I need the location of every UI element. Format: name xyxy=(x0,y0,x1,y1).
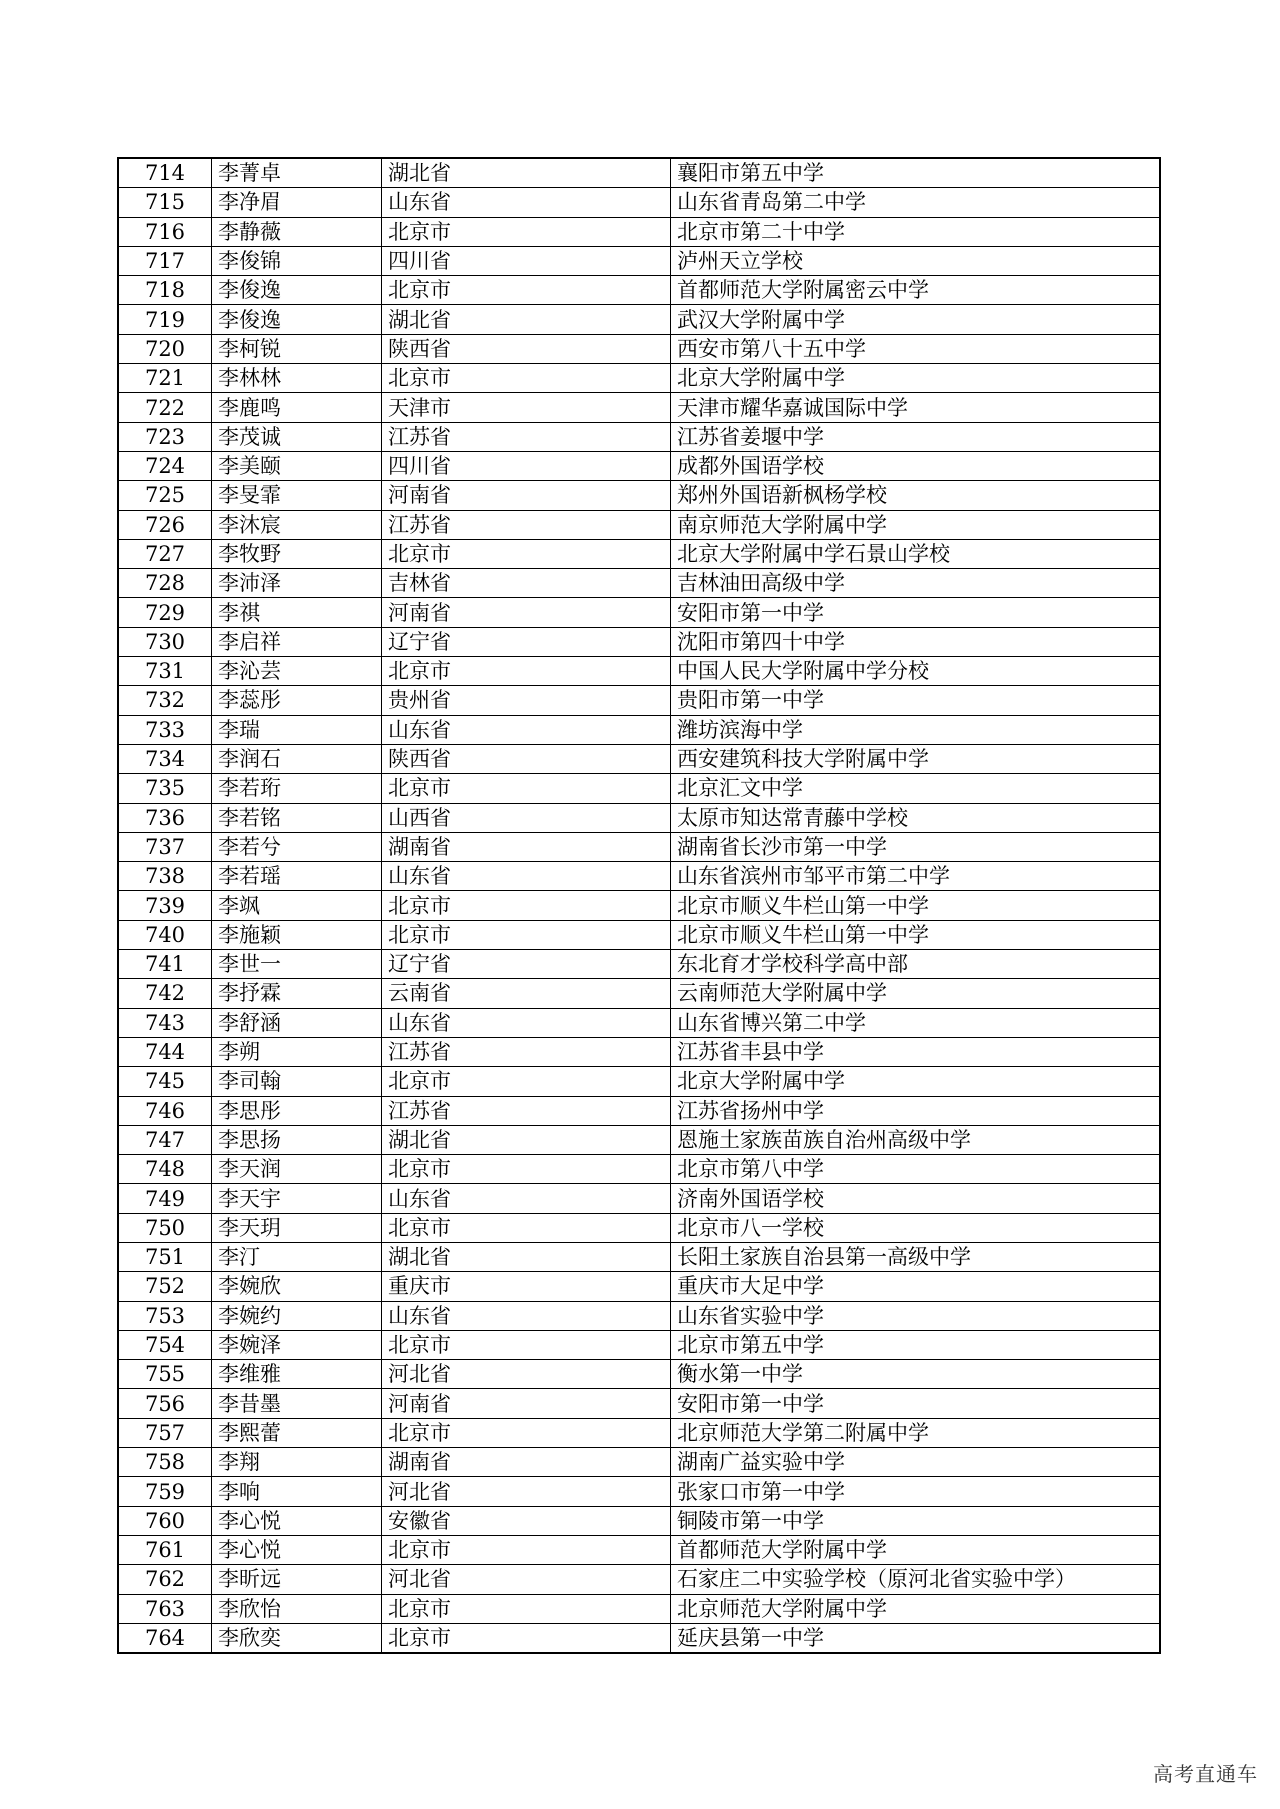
table-row xyxy=(118,832,1160,861)
row-number-cell: 718 xyxy=(118,276,212,305)
row-number-cell: 733 xyxy=(118,715,212,744)
row-number-cell: 719 xyxy=(118,305,212,334)
province-cell: 湖北省 xyxy=(382,158,671,188)
school-cell: 首都师范大学附属中学 xyxy=(671,1535,1161,1564)
table-row xyxy=(118,510,1160,539)
row-number-cell: 734 xyxy=(118,744,212,773)
province-cell: 北京市 xyxy=(382,276,671,305)
school-cell: 吉林油田高级中学 xyxy=(671,569,1161,598)
school-cell: 北京大学附属中学 xyxy=(671,364,1161,393)
province-cell: 吉林省 xyxy=(382,569,671,598)
school-cell: 重庆市大足中学 xyxy=(671,1272,1161,1301)
table-row xyxy=(118,862,1160,891)
row-number-cell: 764 xyxy=(118,1623,212,1653)
row-number-cell: 715 xyxy=(118,188,212,217)
province-cell: 贵州省 xyxy=(382,686,671,715)
row-number-cell: 762 xyxy=(118,1565,212,1594)
row-number-cell: 742 xyxy=(118,979,212,1008)
row-number-cell: 736 xyxy=(118,803,212,832)
province-cell: 山东省 xyxy=(382,1184,671,1213)
province-cell: 北京市 xyxy=(382,1623,671,1653)
school-cell: 张家口市第一中学 xyxy=(671,1477,1161,1506)
name-cell: 李若铭 xyxy=(212,803,382,832)
table-row xyxy=(118,1535,1160,1564)
row-number-cell: 763 xyxy=(118,1594,212,1623)
school-cell: 襄阳市第五中学 xyxy=(671,158,1161,188)
school-cell: 延庆县第一中学 xyxy=(671,1623,1161,1653)
name-cell: 李天玥 xyxy=(212,1213,382,1242)
name-cell: 李沐宸 xyxy=(212,510,382,539)
table-row xyxy=(118,598,1160,627)
name-cell: 李静薇 xyxy=(212,217,382,246)
row-number-cell: 757 xyxy=(118,1418,212,1447)
province-cell: 北京市 xyxy=(382,920,671,949)
province-cell: 北京市 xyxy=(382,1155,671,1184)
table-row xyxy=(118,188,1160,217)
table-row xyxy=(118,246,1160,275)
row-number-cell: 751 xyxy=(118,1242,212,1271)
province-cell: 重庆市 xyxy=(382,1272,671,1301)
province-cell: 北京市 xyxy=(382,1067,671,1096)
table-row xyxy=(118,1037,1160,1066)
province-cell: 湖南省 xyxy=(382,832,671,861)
name-cell: 李欣怡 xyxy=(212,1594,382,1623)
province-cell: 陕西省 xyxy=(382,334,671,363)
school-cell: 安阳市第一中学 xyxy=(671,1389,1161,1418)
province-cell: 河南省 xyxy=(382,598,671,627)
school-cell: 安阳市第一中学 xyxy=(671,598,1161,627)
row-number-cell: 721 xyxy=(118,364,212,393)
table-row xyxy=(118,803,1160,832)
row-number-cell: 744 xyxy=(118,1037,212,1066)
name-cell: 李俊逸 xyxy=(212,305,382,334)
name-cell: 李抒霖 xyxy=(212,979,382,1008)
table-row xyxy=(118,657,1160,686)
school-cell: 山东省滨州市邹平市第二中学 xyxy=(671,862,1161,891)
name-cell: 李柯锐 xyxy=(212,334,382,363)
table-row xyxy=(118,1008,1160,1037)
table-row xyxy=(118,539,1160,568)
table-row xyxy=(118,1360,1160,1389)
table-row xyxy=(118,364,1160,393)
roster-table-body xyxy=(118,158,1160,1653)
province-cell: 江苏省 xyxy=(382,510,671,539)
school-cell: 湖南广益实验中学 xyxy=(671,1448,1161,1477)
row-number-cell: 741 xyxy=(118,950,212,979)
school-cell: 天津市耀华嘉诚国际中学 xyxy=(671,393,1161,422)
school-cell: 长阳土家族自治县第一高级中学 xyxy=(671,1242,1161,1271)
name-cell: 李天润 xyxy=(212,1155,382,1184)
row-number-cell: 747 xyxy=(118,1125,212,1154)
school-cell: 成都外国语学校 xyxy=(671,451,1161,480)
table-row xyxy=(118,1623,1160,1653)
school-cell: 石家庄二中实验学校（原河北省实验中学） xyxy=(671,1565,1161,1594)
table-row xyxy=(118,979,1160,1008)
school-cell: 潍坊滨海中学 xyxy=(671,715,1161,744)
province-cell: 山东省 xyxy=(382,862,671,891)
province-cell: 江苏省 xyxy=(382,422,671,451)
province-cell: 河北省 xyxy=(382,1360,671,1389)
name-cell: 李心悦 xyxy=(212,1535,382,1564)
school-cell: 铜陵市第一中学 xyxy=(671,1506,1161,1535)
name-cell: 李心悦 xyxy=(212,1506,382,1535)
province-cell: 山东省 xyxy=(382,715,671,744)
name-cell: 李若珩 xyxy=(212,774,382,803)
row-number-cell: 724 xyxy=(118,451,212,480)
province-cell: 江苏省 xyxy=(382,1096,671,1125)
province-cell: 湖南省 xyxy=(382,1448,671,1477)
name-cell: 李翔 xyxy=(212,1448,382,1477)
province-cell: 北京市 xyxy=(382,364,671,393)
name-cell: 李昕远 xyxy=(212,1565,382,1594)
school-cell: 山东省博兴第二中学 xyxy=(671,1008,1161,1037)
province-cell: 天津市 xyxy=(382,393,671,422)
name-cell: 李婉约 xyxy=(212,1301,382,1330)
row-number-cell: 759 xyxy=(118,1477,212,1506)
table-row xyxy=(118,1125,1160,1154)
province-cell: 山东省 xyxy=(382,1008,671,1037)
table-row xyxy=(118,1448,1160,1477)
table-row xyxy=(118,1067,1160,1096)
table-row xyxy=(118,686,1160,715)
province-cell: 湖北省 xyxy=(382,1125,671,1154)
province-cell: 河北省 xyxy=(382,1565,671,1594)
province-cell: 湖北省 xyxy=(382,1242,671,1271)
table-row xyxy=(118,569,1160,598)
table-row xyxy=(118,1389,1160,1418)
name-cell: 李响 xyxy=(212,1477,382,1506)
school-cell: 北京大学附属中学石景山学校 xyxy=(671,539,1161,568)
table-row xyxy=(118,950,1160,979)
table-row xyxy=(118,1213,1160,1242)
roster-table xyxy=(117,157,1161,1654)
province-cell: 河南省 xyxy=(382,481,671,510)
school-cell: 山东省青岛第二中学 xyxy=(671,188,1161,217)
name-cell: 李俊逸 xyxy=(212,276,382,305)
province-cell: 北京市 xyxy=(382,774,671,803)
school-cell: 贵阳市第一中学 xyxy=(671,686,1161,715)
row-number-cell: 720 xyxy=(118,334,212,363)
table-row xyxy=(118,1594,1160,1623)
province-cell: 北京市 xyxy=(382,1213,671,1242)
row-number-cell: 726 xyxy=(118,510,212,539)
province-cell: 江苏省 xyxy=(382,1037,671,1066)
table-row xyxy=(118,1242,1160,1271)
row-number-cell: 732 xyxy=(118,686,212,715)
school-cell: 济南外国语学校 xyxy=(671,1184,1161,1213)
table-row xyxy=(118,158,1160,188)
table-row xyxy=(118,481,1160,510)
school-cell: 江苏省丰县中学 xyxy=(671,1037,1161,1066)
province-cell: 云南省 xyxy=(382,979,671,1008)
school-cell: 东北育才学校科学高中部 xyxy=(671,950,1161,979)
school-cell: 泸州天立学校 xyxy=(671,246,1161,275)
name-cell: 李司翰 xyxy=(212,1067,382,1096)
table-row xyxy=(118,1477,1160,1506)
province-cell: 四川省 xyxy=(382,451,671,480)
school-cell: 恩施土家族苗族自治州高级中学 xyxy=(671,1125,1161,1154)
row-number-cell: 761 xyxy=(118,1535,212,1564)
school-cell: 北京市顺义牛栏山第一中学 xyxy=(671,891,1161,920)
name-cell: 李菁卓 xyxy=(212,158,382,188)
table-row xyxy=(118,393,1160,422)
name-cell: 李飒 xyxy=(212,891,382,920)
school-cell: 武汉大学附属中学 xyxy=(671,305,1161,334)
name-cell: 李昔墨 xyxy=(212,1389,382,1418)
table-row xyxy=(118,334,1160,363)
row-number-cell: 746 xyxy=(118,1096,212,1125)
row-number-cell: 739 xyxy=(118,891,212,920)
name-cell: 李婉欣 xyxy=(212,1272,382,1301)
school-cell: 北京市八一学校 xyxy=(671,1213,1161,1242)
row-number-cell: 731 xyxy=(118,657,212,686)
row-number-cell: 760 xyxy=(118,1506,212,1535)
name-cell: 李欣奕 xyxy=(212,1623,382,1653)
row-number-cell: 756 xyxy=(118,1389,212,1418)
school-cell: 北京师范大学附属中学 xyxy=(671,1594,1161,1623)
table-row xyxy=(118,744,1160,773)
name-cell: 李天宇 xyxy=(212,1184,382,1213)
row-number-cell: 748 xyxy=(118,1155,212,1184)
row-number-cell: 755 xyxy=(118,1360,212,1389)
row-number-cell: 749 xyxy=(118,1184,212,1213)
province-cell: 北京市 xyxy=(382,891,671,920)
row-number-cell: 728 xyxy=(118,569,212,598)
name-cell: 李思扬 xyxy=(212,1125,382,1154)
school-cell: 北京市第八中学 xyxy=(671,1155,1161,1184)
row-number-cell: 758 xyxy=(118,1448,212,1477)
name-cell: 李朔 xyxy=(212,1037,382,1066)
row-number-cell: 737 xyxy=(118,832,212,861)
school-cell: 衡水第一中学 xyxy=(671,1360,1161,1389)
row-number-cell: 714 xyxy=(118,158,212,188)
school-cell: 沈阳市第四十中学 xyxy=(671,627,1161,656)
name-cell: 李若瑶 xyxy=(212,862,382,891)
table-row xyxy=(118,891,1160,920)
school-cell: 北京市顺义牛栏山第一中学 xyxy=(671,920,1161,949)
name-cell: 李净眉 xyxy=(212,188,382,217)
name-cell: 李思彤 xyxy=(212,1096,382,1125)
province-cell: 陕西省 xyxy=(382,744,671,773)
name-cell: 李蕊彤 xyxy=(212,686,382,715)
school-cell: 云南师范大学附属中学 xyxy=(671,979,1161,1008)
row-number-cell: 717 xyxy=(118,246,212,275)
school-cell: 西安市第八十五中学 xyxy=(671,334,1161,363)
table-row xyxy=(118,920,1160,949)
province-cell: 北京市 xyxy=(382,1418,671,1447)
province-cell: 北京市 xyxy=(382,657,671,686)
table-row xyxy=(118,1096,1160,1125)
row-number-cell: 725 xyxy=(118,481,212,510)
name-cell: 李若兮 xyxy=(212,832,382,861)
table-row xyxy=(118,1301,1160,1330)
province-cell: 山东省 xyxy=(382,1301,671,1330)
name-cell: 李瑞 xyxy=(212,715,382,744)
province-cell: 辽宁省 xyxy=(382,627,671,656)
row-number-cell: 745 xyxy=(118,1067,212,1096)
school-cell: 北京汇文中学 xyxy=(671,774,1161,803)
province-cell: 北京市 xyxy=(382,1330,671,1359)
school-cell: 山东省实验中学 xyxy=(671,1301,1161,1330)
school-cell: 北京市第五中学 xyxy=(671,1330,1161,1359)
province-cell: 河南省 xyxy=(382,1389,671,1418)
row-number-cell: 729 xyxy=(118,598,212,627)
row-number-cell: 752 xyxy=(118,1272,212,1301)
school-cell: 郑州外国语新枫杨学校 xyxy=(671,481,1161,510)
table-row xyxy=(118,1184,1160,1213)
province-cell: 北京市 xyxy=(382,539,671,568)
name-cell: 李俊锦 xyxy=(212,246,382,275)
row-number-cell: 727 xyxy=(118,539,212,568)
province-cell: 北京市 xyxy=(382,1535,671,1564)
row-number-cell: 722 xyxy=(118,393,212,422)
table-row xyxy=(118,305,1160,334)
name-cell: 李祺 xyxy=(212,598,382,627)
row-number-cell: 730 xyxy=(118,627,212,656)
table-row xyxy=(118,1418,1160,1447)
name-cell: 李沁芸 xyxy=(212,657,382,686)
table-row xyxy=(118,1565,1160,1594)
school-cell: 江苏省扬州中学 xyxy=(671,1096,1161,1125)
table-row xyxy=(118,276,1160,305)
school-cell: 湖南省长沙市第一中学 xyxy=(671,832,1161,861)
table-row xyxy=(118,217,1160,246)
school-cell: 首都师范大学附属密云中学 xyxy=(671,276,1161,305)
name-cell: 李启祥 xyxy=(212,627,382,656)
province-cell: 辽宁省 xyxy=(382,950,671,979)
province-cell: 北京市 xyxy=(382,1594,671,1623)
school-cell: 江苏省姜堰中学 xyxy=(671,422,1161,451)
roster-table-container xyxy=(117,157,1161,1654)
school-cell: 中国人民大学附属中学分校 xyxy=(671,657,1161,686)
school-cell: 西安建筑科技大学附属中学 xyxy=(671,744,1161,773)
name-cell: 李鹿鸣 xyxy=(212,393,382,422)
name-cell: 李世一 xyxy=(212,950,382,979)
name-cell: 李美颐 xyxy=(212,451,382,480)
row-number-cell: 753 xyxy=(118,1301,212,1330)
school-cell: 北京市第二十中学 xyxy=(671,217,1161,246)
table-row xyxy=(118,1272,1160,1301)
name-cell: 李旻霏 xyxy=(212,481,382,510)
school-cell: 北京大学附属中学 xyxy=(671,1067,1161,1096)
school-cell: 太原市知达常青藤中学校 xyxy=(671,803,1161,832)
province-cell: 湖北省 xyxy=(382,305,671,334)
province-cell: 河北省 xyxy=(382,1477,671,1506)
name-cell: 李施颖 xyxy=(212,920,382,949)
table-row xyxy=(118,451,1160,480)
table-row xyxy=(118,1506,1160,1535)
name-cell: 李茂诚 xyxy=(212,422,382,451)
name-cell: 李润石 xyxy=(212,744,382,773)
name-cell: 李林林 xyxy=(212,364,382,393)
row-number-cell: 735 xyxy=(118,774,212,803)
name-cell: 李婉泽 xyxy=(212,1330,382,1359)
name-cell: 李维雅 xyxy=(212,1360,382,1389)
watermark-text: 高考直通车 xyxy=(1153,1762,1258,1786)
row-number-cell: 743 xyxy=(118,1008,212,1037)
name-cell: 李沛泽 xyxy=(212,569,382,598)
name-cell: 李汀 xyxy=(212,1242,382,1271)
table-row xyxy=(118,1330,1160,1359)
row-number-cell: 750 xyxy=(118,1213,212,1242)
row-number-cell: 740 xyxy=(118,920,212,949)
row-number-cell: 723 xyxy=(118,422,212,451)
province-cell: 北京市 xyxy=(382,217,671,246)
province-cell: 安徽省 xyxy=(382,1506,671,1535)
name-cell: 李熙蕾 xyxy=(212,1418,382,1447)
province-cell: 山西省 xyxy=(382,803,671,832)
table-row xyxy=(118,774,1160,803)
table-row xyxy=(118,627,1160,656)
school-cell: 北京师范大学第二附属中学 xyxy=(671,1418,1161,1447)
row-number-cell: 754 xyxy=(118,1330,212,1359)
name-cell: 李舒涵 xyxy=(212,1008,382,1037)
table-row xyxy=(118,715,1160,744)
name-cell: 李牧野 xyxy=(212,539,382,568)
row-number-cell: 716 xyxy=(118,217,212,246)
province-cell: 四川省 xyxy=(382,246,671,275)
school-cell: 南京师范大学附属中学 xyxy=(671,510,1161,539)
province-cell: 山东省 xyxy=(382,188,671,217)
table-row xyxy=(118,1155,1160,1184)
row-number-cell: 738 xyxy=(118,862,212,891)
table-row xyxy=(118,422,1160,451)
